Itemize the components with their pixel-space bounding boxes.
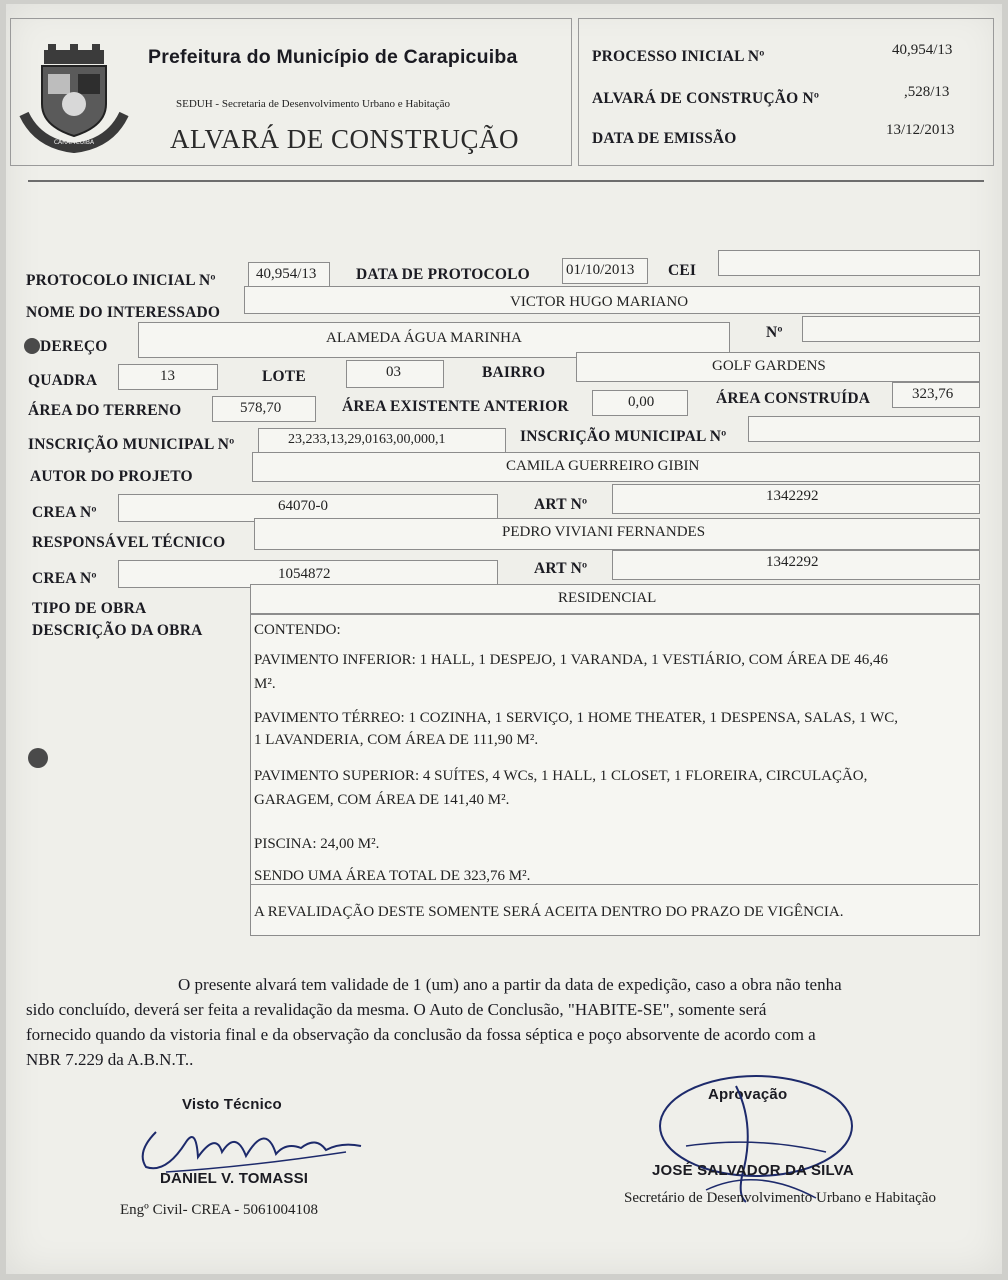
bairro-label: BAIRRO: [482, 364, 546, 381]
punch-hole-mark-2: [28, 748, 48, 768]
svg-text:CARAPICUIBA: CARAPICUIBA: [53, 139, 95, 146]
visto-tecnico-name: DANIEL V. TOMASSI: [160, 1170, 309, 1187]
document-title: ALVARÁ DE CONSTRUÇÃO: [170, 124, 520, 154]
inscricao-label: INSCRIÇÃO MUNICIPAL Nº: [28, 436, 235, 453]
processo-value: 40,954/13: [892, 42, 953, 58]
descricao-terreo-line1: PAVIMENTO TÉRREO: 1 COZINHA, 1 SERVIÇO, 1 HOME THEATER, 1 DESPENSA, SALAS, 1 WC,: [254, 710, 898, 726]
municipal-coat-of-arms-icon: [18, 44, 130, 154]
quadra-label: QUADRA: [28, 372, 98, 389]
endereco-value: ALAMEDA ÁGUA MARINHA: [326, 330, 522, 346]
document-page: [6, 4, 1002, 1274]
descricao-terreo-line2: 1 LAVANDERIA, COM ÁREA DE 111,90 M².: [254, 732, 539, 748]
alvara-number-value: ,528/13: [904, 84, 950, 100]
punch-hole-mark: [24, 338, 40, 354]
processo-label: PROCESSO INICIAL Nº: [592, 48, 765, 65]
protocolo-value: 40,954/13: [256, 266, 317, 282]
lote-label: LOTE: [262, 368, 306, 385]
autor-value: CAMILA GUERREIRO GIBIN: [506, 458, 700, 474]
numero-label: Nº: [766, 324, 783, 341]
emissao-value: 13/12/2013: [886, 122, 955, 138]
validity-line2: sido concluído, deverá ser feita a revalidação da mesma. O Auto de Conclusão, "HABITE-SE", somente será: [26, 1000, 767, 1019]
protocolo-label: PROTOCOLO INICIAL Nº: [26, 272, 216, 289]
descricao-piscina: PISCINA: 24,00 M².: [254, 836, 380, 852]
area-existente-label: ÁREA EXISTENTE ANTERIOR: [342, 398, 569, 415]
secretariat-name: SEDUH - Secretaria de Desenvolvimento Urbano e Habitação: [176, 98, 450, 110]
interessado-value: VICTOR HUGO MARIANO: [510, 294, 689, 310]
descricao-inferior-line1: PAVIMENTO INFERIOR: 1 HALL, 1 DESPEJO, 1 VARANDA, 1 VESTIÁRIO, COM ÁREA DE 46,46: [254, 652, 888, 668]
visto-tecnico-role: Engº Civil- CREA - 5061004108: [120, 1202, 318, 1218]
area-existente-value: 0,00: [628, 394, 655, 410]
aprovacao-label: Aprovação: [708, 1086, 788, 1103]
descricao-superior-line1: PAVIMENTO SUPERIOR: 4 SUÍTES, 4 WCs, 1 HALL, 1 CLOSET, 1 FLOREIRA, CIRCULAÇÃO,: [254, 768, 868, 784]
lote-value: 03: [386, 364, 401, 380]
area-construida-value: 323,76: [912, 386, 954, 402]
crea1-value: 64070-0: [278, 498, 328, 514]
alvara-number-label: ALVARÁ DE CONSTRUÇÃO Nº: [592, 90, 820, 107]
header-divider: [28, 180, 984, 182]
inscricao-value: 23,233,13,29,0163,00,000,1: [288, 432, 446, 447]
aprovacao-role: Secretário de Desenvolvimento Urbano e Habitação: [624, 1190, 936, 1206]
crea2-value: 1054872: [278, 566, 331, 582]
municipality-name: Prefeitura do Município de Carapicuiba: [148, 46, 518, 68]
descricao-intro: CONTENDO:: [254, 622, 341, 638]
art2-value: 1342292: [766, 554, 819, 570]
interessado-label: NOME DO INTERESSADO: [26, 304, 221, 321]
emissao-label: DATA DE EMISSÃO: [592, 130, 737, 147]
responsavel-label: RESPONSÁVEL TÉCNICO: [32, 534, 226, 551]
area-construida-label: ÁREA CONSTRUÍDA: [716, 390, 871, 407]
cei-label: CEI: [668, 262, 697, 279]
data-protocolo-label: DATA DE PROTOCOLO: [356, 266, 530, 283]
inscricao2-field: [748, 416, 980, 442]
autor-label: AUTOR DO PROJETO: [30, 468, 193, 485]
visto-tecnico-label: Visto Técnico: [182, 1096, 282, 1113]
crea2-label: CREA Nº: [32, 570, 97, 587]
aprovacao-name: JOSÉ SALVADOR DA SILVA: [652, 1162, 854, 1179]
art2-label: ART Nº: [534, 560, 588, 577]
responsavel-value: PEDRO VIVIANI FERNANDES: [502, 524, 706, 540]
quadra-value: 13: [160, 368, 175, 384]
descricao-revalidacao: A REVALIDAÇÃO DESTE SOMENTE SERÁ ACEITA DENTRO DO PRAZO DE VIGÊNCIA.: [254, 904, 844, 920]
art1-value: 1342292: [766, 488, 819, 504]
tipo-obra-label: TIPO DE OBRA: [32, 600, 147, 617]
art1-label: ART Nº: [534, 496, 588, 513]
validity-line4: NBR 7.229 da A.B.N.T..: [26, 1050, 194, 1069]
cei-field: [718, 250, 980, 276]
descricao-inferior-line2: M².: [254, 676, 276, 692]
inscricao2-label: INSCRIÇÃO MUNICIPAL Nº: [520, 428, 727, 445]
tipo-obra-value: RESIDENCIAL: [558, 590, 657, 606]
data-protocolo-value: 01/10/2013: [566, 262, 635, 278]
descricao-total: SENDO UMA ÁREA TOTAL DE 323,76 M².: [254, 868, 531, 884]
area-terreno-label: ÁREA DO TERRENO: [28, 402, 182, 419]
numero-field: [802, 316, 980, 342]
bairro-value: GOLF GARDENS: [712, 358, 826, 374]
validity-line1: O presente alvará tem validade de 1 (um) ano a partir da data de expedição, caso a obra não tenha: [178, 975, 842, 994]
crea1-label: CREA Nº: [32, 504, 97, 521]
area-terreno-value: 578,70: [240, 400, 282, 416]
endereco-label: DEREÇO: [40, 338, 108, 355]
descricao-obra-label: DESCRIÇÃO DA OBRA: [32, 622, 203, 639]
descricao-superior-line2: GARAGEM, COM ÁREA DE 141,40 M².: [254, 792, 510, 808]
aprovacao-signature-icon: [646, 1066, 866, 1206]
validity-line3: fornecido quando da vistoria final e da observação da conclusão da fossa séptica e poço absorvente de acordo com a: [26, 1025, 816, 1044]
